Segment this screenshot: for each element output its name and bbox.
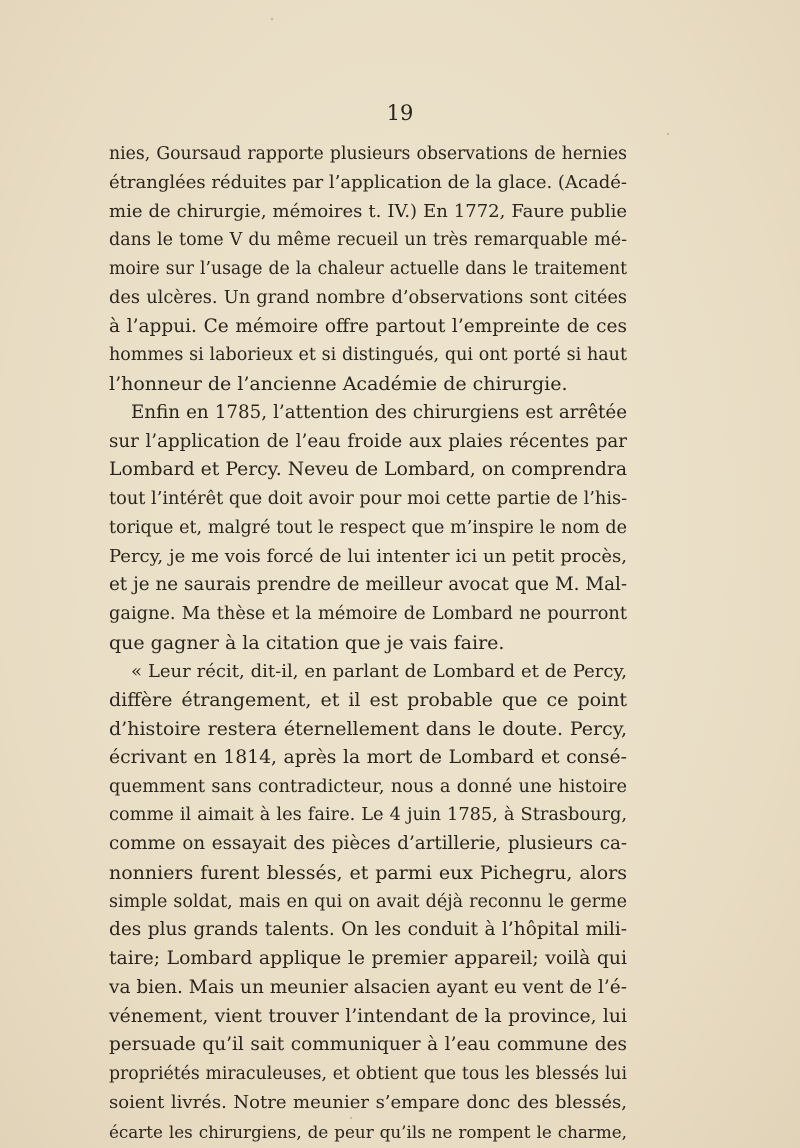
paper-speck [271,18,273,20]
text-line: persuade qu’il sait communiquer à l’eau commune des [109,1034,627,1056]
text-line: hommes si laborieux et si distingués, qui ont porté si haut [109,345,627,366]
text-line: écrivant en 1814, après la mort de Lombard et consé- [109,746,627,768]
text-line: à l’appui. Ce mémoire offre partout l’empreinte de ces [109,315,627,337]
text-line: quemment sans contradicteur, nous a donné une histoire [109,776,627,797]
text-line: va bien. Mais un meunier alsacien ayant eu vent de l’é- [109,976,627,998]
text-line: écarte les chirurgiens, de peur qu’ils ne rompent le charme, [109,1121,627,1142]
text-line: des ulcères. Un grand nombre d’observations sont citées [109,287,627,308]
text-line: taire; Lombard applique le premier appareil; voilà qui [109,948,627,969]
text-line: Enfin en 1785, l’attention des chirurgiens est arrêtée [131,401,627,423]
page-number: 19 [386,101,414,125]
paper-speck [667,133,669,135]
text-line: torique et, malgré tout le respect que m’inspire le nom de [109,517,627,538]
text-line: des plus grands talents. On les conduit à l’hôpital mili- [109,919,627,941]
text-line: sur l’application de l’eau froide aux plaies récentes par [109,430,627,452]
text-line: comme on essayait des pièces d’artillerie, plusieurs ca- [109,833,627,854]
text-line: étranglées réduites par l’application de la glace. (Acadé- [109,171,628,193]
text-line: nonniers furent blessés, et parmi eux Pichegru, alors [109,861,627,884]
text-line: l’honneur de l’ancienne Académie de chirurgie. [109,373,568,395]
text-line: Percy, je me vois forcé de lui intenter ici un petit procès, [109,545,627,567]
text-line: diffère étrangement, et il est probable que ce point [109,689,627,712]
text-line: comme il aimait à les faire. Le 4 juin 1785, à Strasbourg, [109,805,627,826]
text-line: « Leur récit, dit-il, en parlant de Lombard et de Percy, [131,660,627,682]
text-line: nies, Goursaud rapporte plusieurs observations de hernies [109,144,627,164]
text-line: Lombard et Percy. Neveu de Lombard, on comprendra [109,459,627,481]
text-line: tout l’intérêt que doit avoir pour moi cette partie de l’his- [109,489,628,509]
text-line: soient livrés. Notre meunier s’empare donc des blessés, [109,1091,627,1113]
body-text [109,140,627,1146]
text-line: simple soldat, mais en qui on avait déjà reconnu le germe [109,891,627,912]
text-line: vénement, vient trouver l’intendant de la province, lui [109,1005,627,1027]
text-line: dans le tome V du même recueil un très remarquable mé- [109,230,627,251]
text-line: que gagner à la citation que je vais faire. [109,631,505,654]
text-line: gaigne. Ma thèse et la mémoire de Lombard ne pourront [109,604,627,624]
text-line: d’histoire restera éternellement dans le doute. Percy, [109,718,627,740]
text-line: propriétés miraculeuses, et obtient que tous les blessés lui [109,1064,627,1084]
text-line: et je ne saurais prendre de meilleur avocat que M. Mal- [109,574,627,596]
text-line: moire sur l’usage de la chaleur actuelle dans le traitement [109,259,627,279]
text-line: mie de chirurgie, mémoires t. IV.) En 1772, Faure publie [109,200,627,222]
